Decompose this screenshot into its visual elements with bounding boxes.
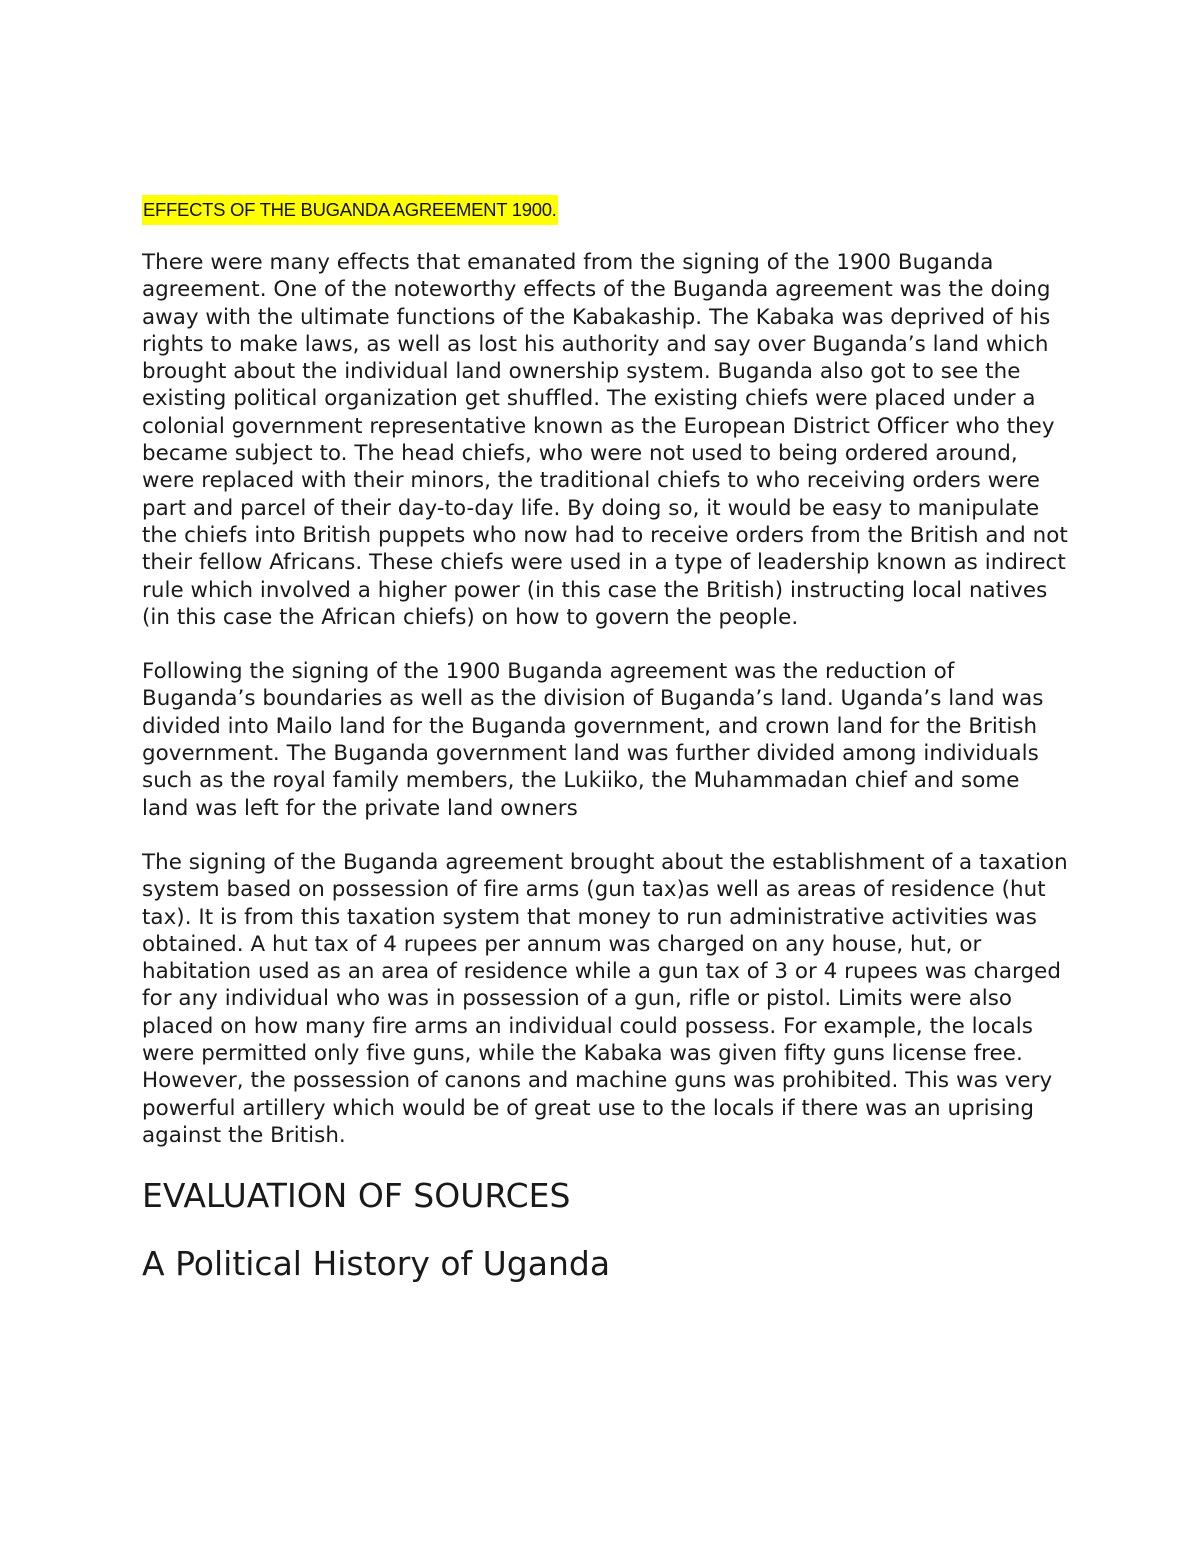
subheading-political-history: A Political History of Uganda <box>142 1244 611 1284</box>
paragraph-effects-kabakaship: There were many effects that emanated from the signing of the 1900 Buganda agreement. One of the noteworthy effects of the Buganda agreement was the doing away with the ultimate functions of the Kabakaship. The Kabaka was deprived of his rights to make laws, as well as lost his authority and say over Buganda’s land which brought about the individual land ownership system. Buganda also got to see the existing political organization get shuffled. The existing chiefs were placed under a colonial government representative known as the European District Officer who they became subject to. The head chiefs, who were not used to being ordered around, were replaced with their minors, the traditional chiefs to who receiving orders were part and parcel of their day-to-day life. By doing so, it would be easy to manipulate the chiefs into British puppets who now had to receive orders from the British and not their fellow Africans. These chiefs were used in a type of leadership known as indirect rule which involved a higher power (in this case the British) instructing local natives (in this case the African chiefs) on how to govern the people. <box>142 250 1068 630</box>
highlighted-heading: EFFECTS OF THE BUGANDA AGREEMENT 1900. <box>142 195 558 225</box>
heading-row <box>142 195 1072 231</box>
document-page <box>142 195 1072 1284</box>
paragraph-taxation: The signing of the Buganda agreement brought about the establishment of a taxation system based on possession of fire arms (gun tax)as well as areas of residence (hut tax). It is from this taxation system that money to run administrative activities was obtained. A hut tax of 4 rupees per annum was charged on any house, hut, or habitation used as an area of residence while a gun tax of 3 or 4 rupees was charged for any individual who was in possession of a gun, rifle or pistol. Limits were also placed on how many fire arms an individual could possess. For example, the locals were permitted only five guns, while the Kabaka was given fifty guns license free. However, the possession of canons and machine guns was prohibited. This was very powerful artillery which would be of great use to the locals if there was an uprising against the British. <box>142 849 1068 1148</box>
section-heading-evaluation: EVALUATION OF SOURCES <box>142 1176 571 1216</box>
paragraph-land-division: Following the signing of the 1900 Buganda agreement was the reduction of Buganda’s boundaries as well as the division of Buganda’s land. Uganda’s land was divided into Mailo land for the Buganda government, and crown land for the British government. The Buganda government land was further divided among individuals such as the royal family members, the Lukiiko, the Muhammadan chief and some land was left for the private land owners <box>142 659 1044 821</box>
